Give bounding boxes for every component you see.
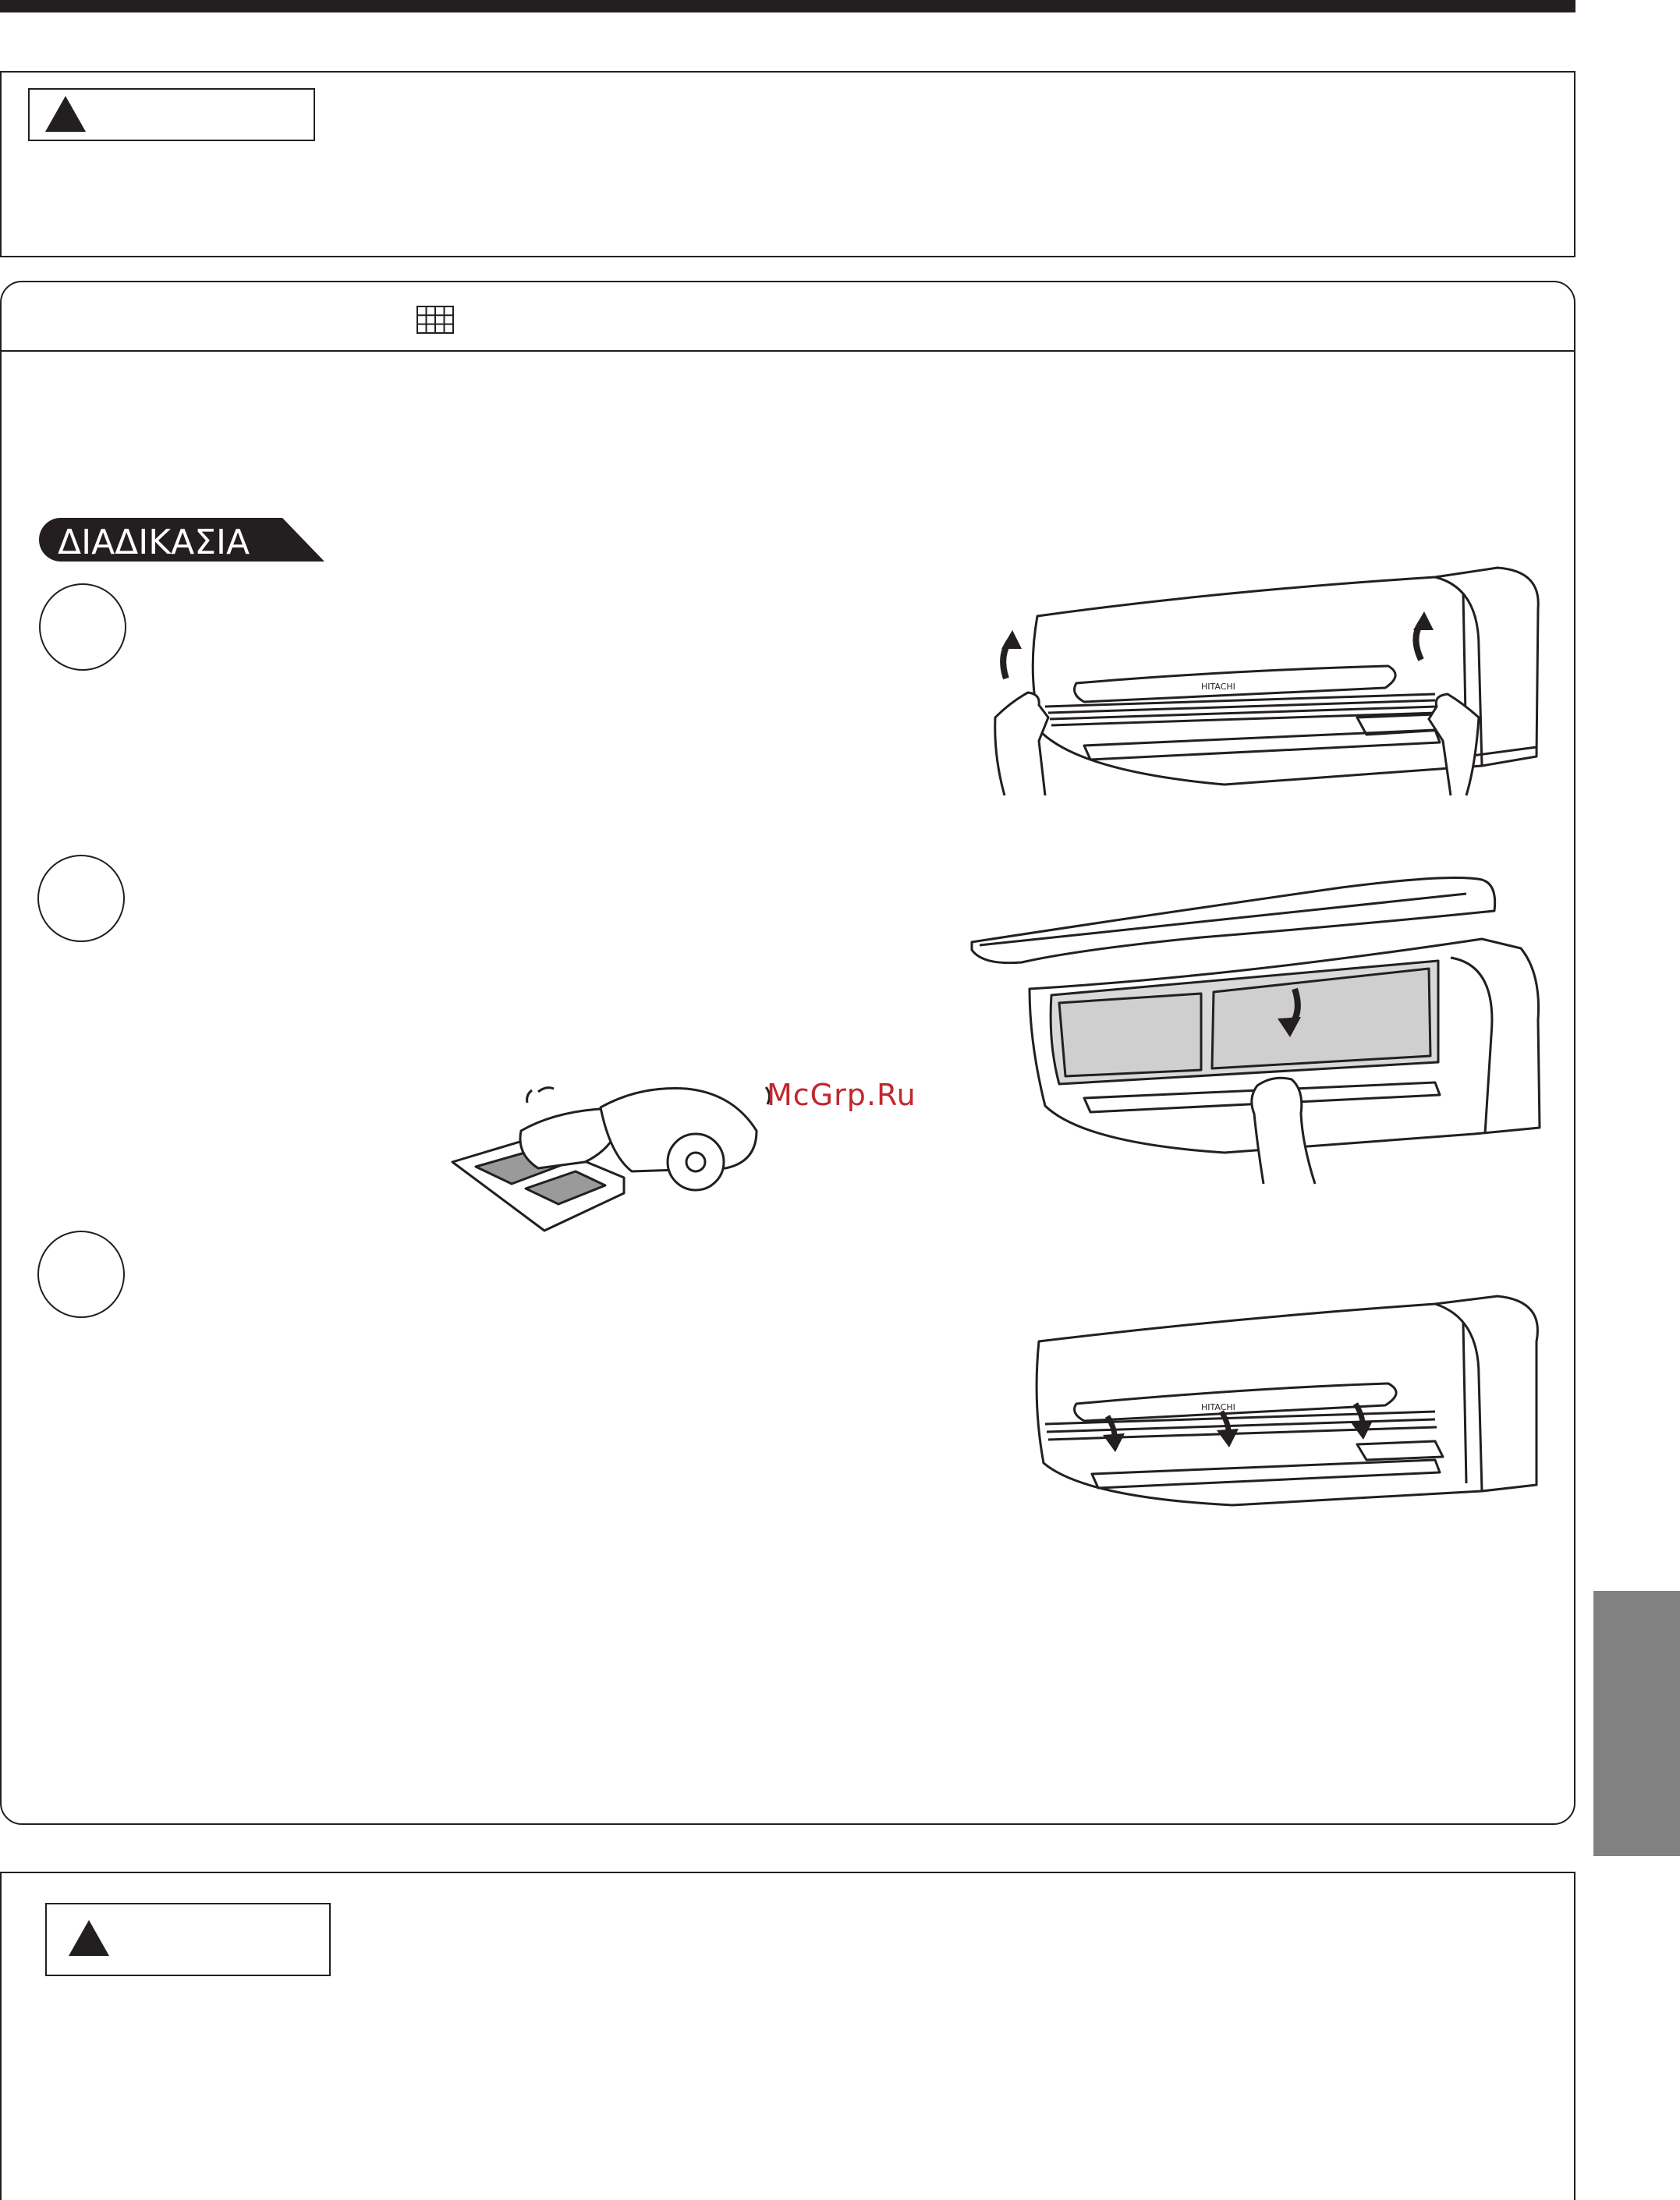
brand-label: HITACHI <box>1201 682 1235 692</box>
filter-grid-icon <box>416 306 454 334</box>
watermark-text: McGrp.Ru <box>767 1078 916 1112</box>
bottom-warning-box <box>0 1872 1575 2200</box>
vacuum-cleaner-illustration <box>445 1068 772 1240</box>
top-warning-box <box>0 71 1575 257</box>
step-1-circle <box>39 583 126 671</box>
step-2-circle <box>37 855 125 942</box>
section-header-divider <box>2 350 1574 352</box>
top-rule <box>0 0 1575 12</box>
chapter-side-tab <box>1593 1591 1680 1856</box>
step-3-illustration-close-panel <box>1030 1279 1544 1505</box>
step-2-illustration-remove-filter <box>967 864 1544 1184</box>
step-1-illustration-open-panel <box>967 562 1544 795</box>
step-3-circle <box>37 1231 125 1318</box>
bottom-warning-label <box>45 1903 331 1976</box>
warning-triangle-icon <box>69 1920 109 1956</box>
brand-label-step3: HITACHI <box>1201 1402 1235 1412</box>
warning-triangle-icon <box>45 96 86 132</box>
procedure-label: ΔΙΑΔΙΚΑΣΙΑ <box>58 523 250 562</box>
top-warning-label <box>28 88 315 141</box>
